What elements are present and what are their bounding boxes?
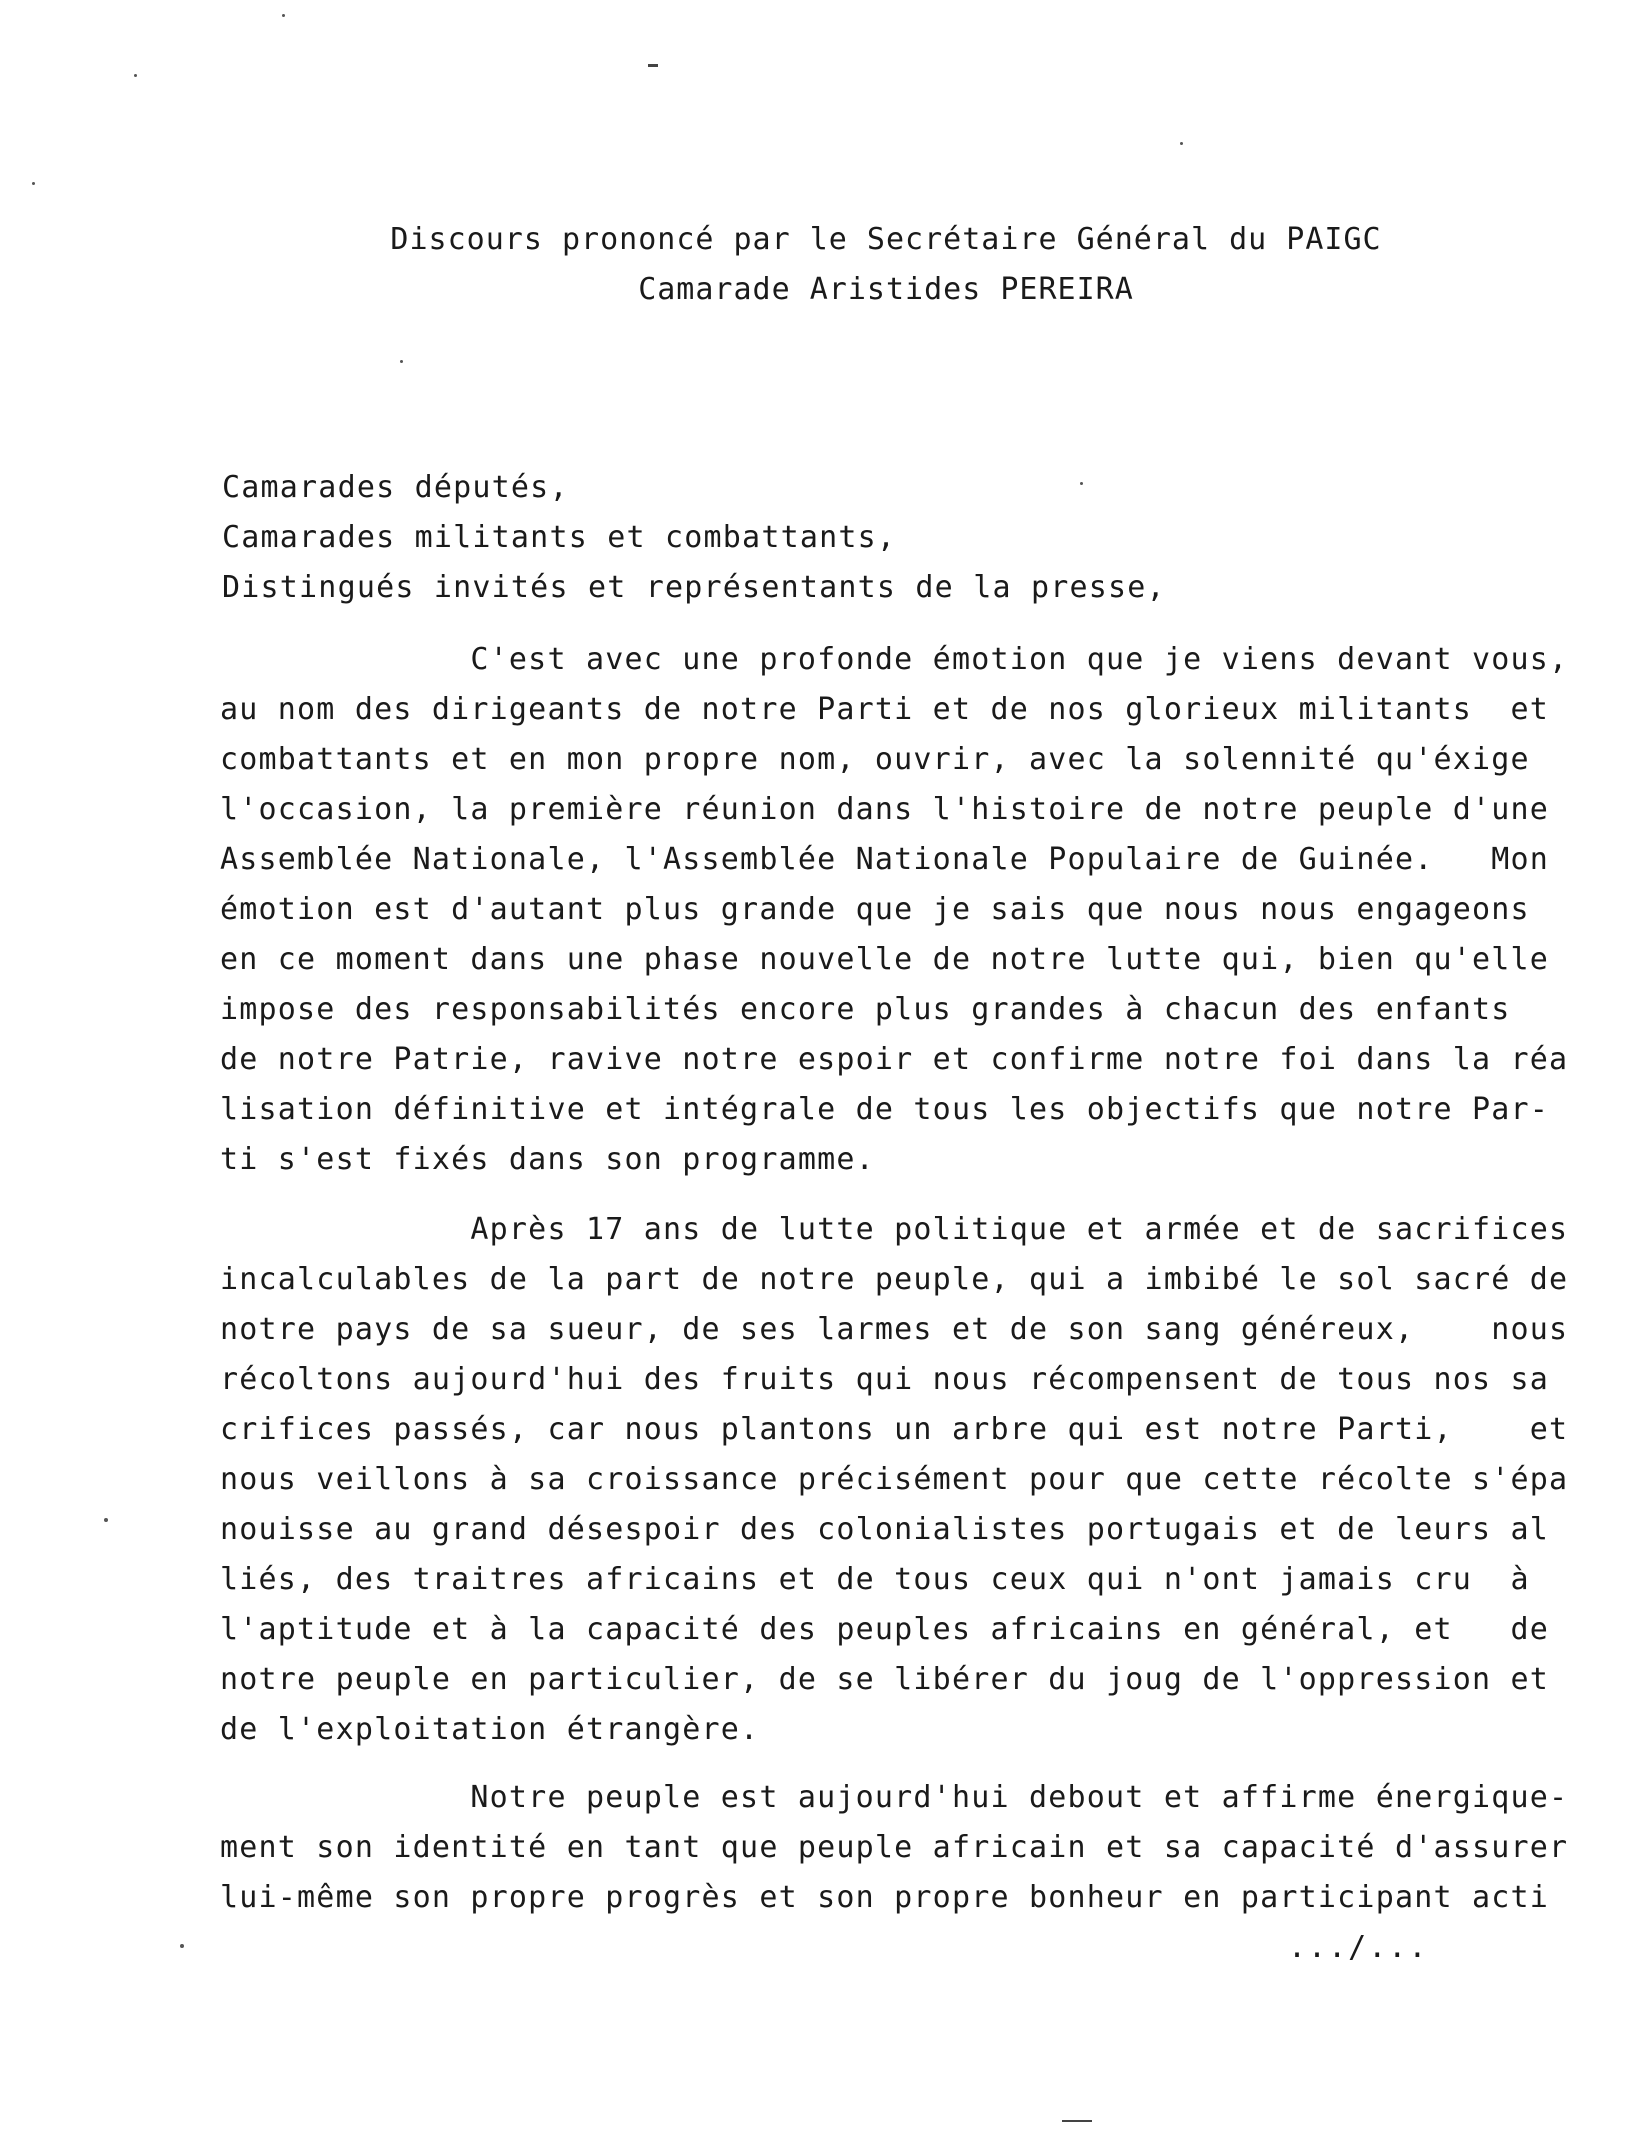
scan-speck	[32, 182, 35, 185]
text-line: ment son identité en tant que peuple africain et sa capacité d'assurer	[220, 1830, 1569, 1865]
text-line: récoltons aujourd'hui des fruits qui nous récompensent de tous nos sa	[220, 1362, 1550, 1397]
text-line: émotion est d'autant plus grande que je sais que nous nous engageons	[220, 892, 1530, 927]
text-line: de l'exploitation étrangère.	[220, 1712, 760, 1747]
salutation-line: Camarades militants et combattants,	[222, 520, 897, 555]
scan-speck	[180, 1944, 184, 1948]
text-line: Après 17 ans de lutte politique et armée et de sacrifices	[220, 1212, 1569, 1247]
speaker-name: Camarade Aristides PEREIRA	[638, 272, 1134, 307]
text-line: crifices passés, car nous plantons un arbre qui est notre Parti, et	[220, 1412, 1569, 1447]
text-line: en ce moment dans une phase nouvelle de notre lutte qui, bien qu'elle	[220, 942, 1550, 977]
speech-title: Discours prononcé par le Secrétaire Général du PAIGC	[390, 222, 1382, 257]
text-line: lisation définitive et intégrale de tous les objectifs que notre Par-	[220, 1092, 1550, 1127]
text-line: nous veillons à sa croissance précisément pour que cette récolte s'épa	[220, 1462, 1569, 1497]
text-line: l'aptitude et à la capacité des peuples africains en général, et de	[220, 1612, 1550, 1647]
salutation-line: Distingués invités et représentants de la presse,	[222, 570, 1166, 605]
scan-speck	[400, 360, 403, 363]
text-line: notre pays de sa sueur, de ses larmes et de son sang généreux, nous	[220, 1312, 1569, 1347]
text-line: impose des responsabilités encore plus grandes à chacun des enfants	[220, 992, 1511, 1027]
scan-speck	[104, 1518, 108, 1522]
text-line: combattants et en mon propre nom, ouvrir, avec la solennité qu'éxige	[220, 742, 1530, 777]
text-line: C'est avec une profonde émotion que je viens devant vous,	[220, 642, 1569, 677]
scan-speck	[134, 74, 137, 77]
text-line: l'occasion, la première réunion dans l'histoire de notre peuple d'une	[220, 792, 1550, 827]
text-line: liés, des traitres africains et de tous ceux qui n'ont jamais cru à	[220, 1562, 1530, 1597]
salutation-line: Camarades députés,	[222, 470, 569, 505]
text-line: de notre Patrie, ravive notre espoir et confirme notre foi dans la réa	[220, 1042, 1569, 1077]
scan-speck	[282, 14, 285, 17]
scan-mark	[648, 64, 658, 67]
scan-mark	[1062, 2120, 1092, 2122]
scan-speck	[1080, 482, 1083, 485]
text-line: Notre peuple est aujourd'hui debout et affirme énergique-	[220, 1780, 1569, 1815]
text-line: lui-même son propre progrès et son propre bonheur en participant acti	[220, 1880, 1550, 1915]
text-line: notre peuple en particulier, de se libérer du joug de l'oppression et	[220, 1662, 1550, 1697]
continuation-mark: .../...	[1288, 1930, 1429, 1965]
text-line: incalculables de la part de notre peuple, qui a imbibé le sol sacré de	[220, 1262, 1569, 1297]
text-line: ti s'est fixés dans son programme.	[220, 1142, 875, 1177]
scan-speck	[1180, 142, 1183, 145]
text-line: au nom des dirigeants de notre Parti et de nos glorieux militants et	[220, 692, 1550, 727]
text-line: nouisse au grand désespoir des colonialistes portugais et de leurs al	[220, 1512, 1550, 1547]
text-line: Assemblée Nationale, l'Assemblée Nationale Populaire de Guinée. Mon	[220, 842, 1550, 877]
